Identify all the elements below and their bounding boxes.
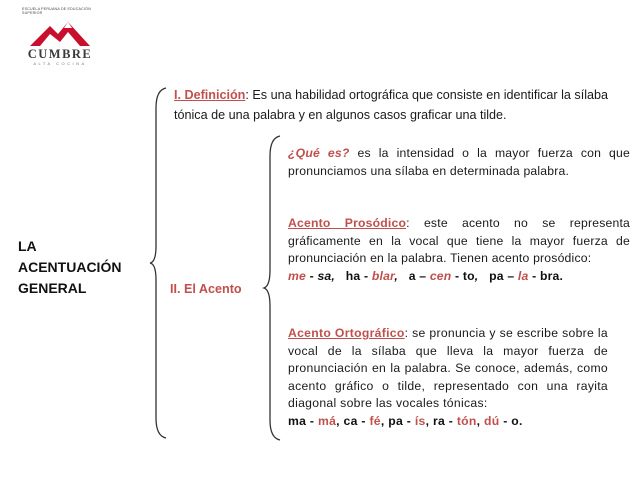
example-syllable: dú	[484, 413, 500, 428]
example-sep: .	[519, 413, 523, 428]
definicion-term: I. Definición	[174, 88, 246, 102]
example-sep: -	[451, 268, 463, 283]
main-title-line: ACENTUACIÓN	[18, 259, 122, 275]
example-sep: -	[360, 268, 372, 283]
example-syllable: fé	[369, 413, 381, 428]
example-sep: ,	[394, 268, 409, 283]
example-syllable: bra	[539, 268, 560, 283]
ortografico-paragraph	[288, 325, 608, 430]
example-syllable: tón	[456, 413, 477, 428]
example-syllable: ca	[343, 413, 358, 428]
example-syllable: o	[511, 413, 520, 428]
acento-label: II. El Acento	[170, 282, 242, 296]
example-sep: –	[415, 268, 430, 283]
example-syllable: blar	[371, 268, 395, 283]
acento-brace	[262, 134, 286, 442]
example-sep: -	[528, 268, 540, 283]
ortografico-examples	[288, 414, 523, 428]
logo-brand: CUMBRE	[27, 47, 93, 61]
example-syllable: ma	[288, 413, 307, 428]
example-sep: ,	[425, 413, 433, 428]
example-syllable: pa	[388, 413, 404, 428]
example-syllable: ha	[345, 268, 361, 283]
example-syllable: sa	[317, 268, 332, 283]
example-sep: ,	[476, 413, 485, 428]
definicion-block	[174, 85, 624, 125]
example-sep: -	[357, 413, 370, 428]
example-sep: -	[306, 268, 318, 283]
example-sep: ,	[331, 268, 346, 283]
example-syllable: me	[288, 268, 307, 283]
example-syllable: ís	[414, 413, 426, 428]
main-title-line: LA	[18, 238, 37, 254]
example-syllable: pa	[489, 268, 504, 283]
example-syllable: la	[517, 268, 529, 283]
example-sep: ,	[474, 268, 490, 283]
ortografico-term: Acento Ortográfico	[288, 326, 405, 340]
ortografico-text: : se pronuncia y se escribe sobre la vocal de la sílaba que lleva la mayor fuerza de pronunciación en la palabra. Se conoce, además, como acento gráfico o tilde, representado con una rayita diagonal sobre las vocales tónicas:	[288, 326, 609, 410]
main-brace	[148, 86, 172, 440]
que-es-question: ¿Qué es?	[288, 146, 350, 160]
example-sep: .	[559, 268, 564, 283]
example-sep: –	[503, 268, 518, 283]
que-es-text: es la intensidad o la mayor fuerza con que pronunciamos una sílaba en determinada palabra.	[288, 146, 630, 178]
example-sep: ,	[336, 413, 344, 428]
prosodico-term: Acento Prosódico	[288, 216, 407, 230]
example-syllable: cen	[429, 268, 452, 283]
example-sep: -	[445, 413, 457, 428]
prosodico-text: : este acento no se representa gráficamente en la vocal que tiene la mayor fuerza de pronunciación en la palabra. Tienen acento prosódico:	[288, 216, 631, 265]
example-sep: ,	[380, 413, 389, 428]
example-syllable: to	[462, 268, 475, 283]
cumbre-logo	[14, 4, 100, 66]
example-sep: -	[306, 413, 318, 428]
prosodico-paragraph	[288, 215, 630, 285]
example-sep: -	[499, 413, 512, 428]
definicion-text: : Es una habilidad ortográfica que consiste en identificar la sílaba tónica de una palabra y en algunos casos graficar una tilde.	[174, 88, 609, 122]
main-title	[18, 236, 148, 299]
example-sep: -	[403, 413, 415, 428]
que-es-paragraph	[288, 145, 630, 180]
logo-top-text: ESCUELA PERUANA DE EDUCACIÓN SUPERIOR	[22, 7, 91, 16]
example-syllable: ra	[432, 413, 446, 428]
logo-subtitle: ALTA COCINA	[33, 61, 87, 66]
example-syllable: má	[317, 413, 337, 428]
prosodico-examples	[288, 269, 563, 283]
mountain-logo-icon	[28, 18, 92, 48]
example-syllable: a	[408, 268, 416, 283]
main-title-line: GENERAL	[18, 280, 87, 296]
